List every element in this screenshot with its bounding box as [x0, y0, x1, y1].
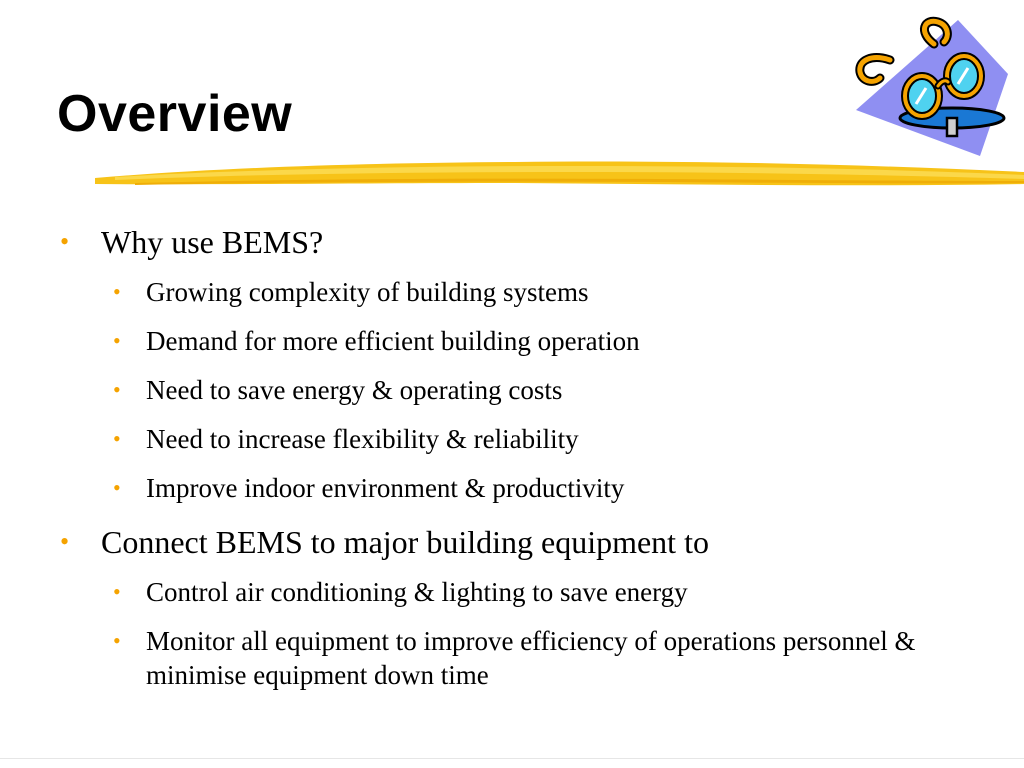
bullet-text: Control air conditioning & lighting to save energy	[146, 577, 688, 607]
bullet-text: Demand for more efficient building operation	[146, 326, 640, 356]
bullet-text: Growing complexity of building systems	[146, 277, 589, 307]
bullet-text: Connect BEMS to major building equipment to	[101, 524, 709, 560]
glasses-on-table-clipart	[846, 14, 1012, 158]
bullet-level2-item	[0, 373, 1024, 407]
bullet-dot-icon: •	[60, 227, 70, 256]
bullet-dot-icon: •	[113, 579, 121, 604]
bullet-dot-icon: •	[113, 279, 121, 304]
bullet-dot-icon: •	[113, 328, 121, 353]
bullet-text: Why use BEMS?	[101, 224, 324, 260]
bullet-level2-item	[0, 575, 1024, 609]
slide-bottom-rule	[0, 758, 1024, 759]
clipart-table-leg	[947, 118, 957, 136]
bullet-level2-item	[0, 422, 1024, 456]
bullet-level2-item	[0, 275, 1024, 309]
bullet-text: Need to increase flexibility & reliability	[146, 424, 579, 454]
slide-title: Overview	[57, 85, 293, 143]
bullet-level1-item	[0, 220, 1024, 264]
bullet-dot-icon: •	[60, 527, 70, 556]
bullet-level2-item	[0, 471, 1024, 505]
bullet-dot-icon: •	[113, 628, 121, 653]
bullet-dot-icon: •	[113, 475, 121, 500]
bullet-text: Improve indoor environment & productivity	[146, 473, 625, 503]
bullet-level2-item	[0, 624, 1024, 692]
bullet-text: Monitor all equipment to improve efficiency of operations personnel & minimise equipment down time	[146, 626, 916, 690]
bullet-list	[0, 220, 1024, 692]
bullet-dot-icon: •	[113, 426, 121, 451]
bullet-level1-item	[0, 520, 1024, 564]
bullet-text: Need to save energy & operating costs	[146, 375, 563, 405]
bullet-level2-item	[0, 324, 1024, 358]
bullet-dot-icon: •	[113, 377, 121, 402]
